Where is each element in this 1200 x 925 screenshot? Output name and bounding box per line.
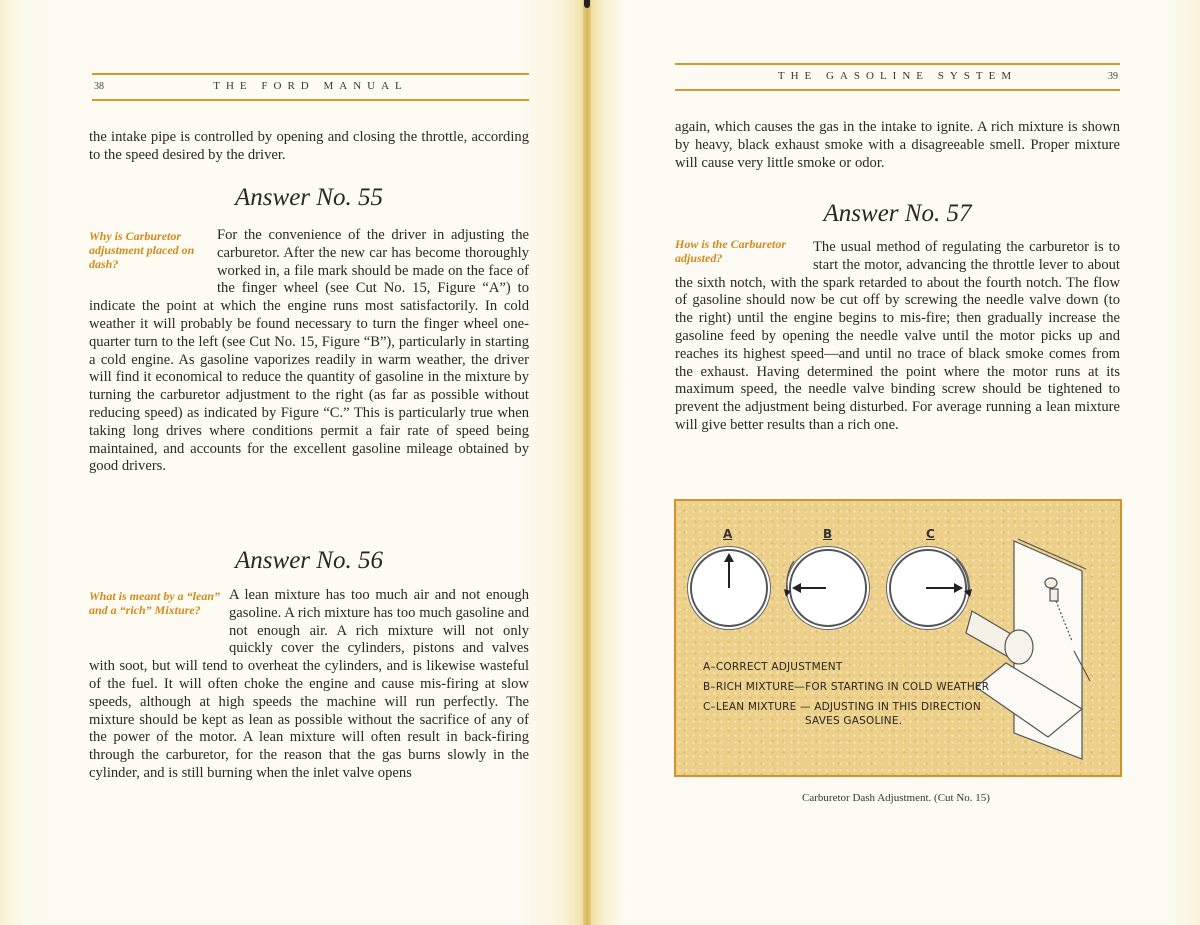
answer-paragraph: The usual method of regulating the carburetor is to start the motor, advancing the throttle lever to about the sixth notch, with the spark retarded to about the fourth notch. The flow of gasoline should now be cut off by screwing the needle valve down (to the right) until the engine begins to mis-fire; then gradually increase the gasoline feed by opening the needle valve until the motor picks up and reaches its highest speed—and until no trace of black smoke comes from the exhaust. Having determined the point where the motor runs at its maximum speed, the needle valve binding screw should be tightened to prevent the adjustment being disturbed. For average running a lean mixture will give better results than a rich one.	[675, 239, 1120, 433]
right-page	[586, 0, 1200, 925]
legend-item-b: B–RICH MIXTURE—FOR STARTING IN COLD WEATHER	[703, 681, 990, 693]
dial-label-b: B	[823, 527, 833, 541]
dial-label-a: A	[723, 527, 733, 541]
arrow-left-icon	[784, 561, 826, 597]
running-head: THE GASOLINE SYSTEM	[777, 70, 1018, 82]
left-page-header	[92, 73, 529, 101]
margin-question: Why is Carburetor adjustment placed on dash?	[89, 229, 195, 271]
legend-item-c-continued: SAVES GASOLINE.	[805, 715, 903, 727]
left-page	[0, 0, 586, 925]
page-number: 38	[94, 81, 104, 92]
answer-block	[89, 587, 529, 783]
book-gutter	[583, 0, 591, 925]
legend-item-a: A–CORRECT ADJUSTMENT	[703, 661, 843, 673]
answer-heading: Answer No. 55	[235, 184, 383, 211]
legend-item-c: C–LEAN MIXTURE — ADJUSTING IN THIS DIRECTION	[703, 701, 981, 713]
dial-label-c: C	[926, 527, 935, 541]
arrow-right-icon	[926, 559, 972, 597]
right-page-header	[675, 63, 1120, 91]
figure-caption: Carburetor Dash Adjustment. (Cut No. 15)	[802, 792, 990, 804]
answer-heading: Answer No. 57	[823, 200, 972, 227]
answer-paragraph: A lean mixture has too much air and not enough gasoline. A rich mixture has too much gasoline and not enough air. A rich mixture will not only quickly cover the cylinders, pistons and valves with soot, but will tend to overheat the cylinders, and is likewise wasteful of the fuel. It will often choke the engine and cause mis-firing at slow speeds, although at high speeds the machine will run perfectly. The mixture should be kept as lean as possible without the sacrifice of any of the power of the motor. A lean mixture will often result in back-firing through the carburetor, for the reason that the gas burns slowly in the cylinder, and is still burning when the inlet valve opens	[89, 587, 529, 781]
page-number: 39	[1108, 71, 1118, 82]
answer-paragraph: For the convenience of the driver in adjusting the carburetor. After the new car has become thoroughly worked in, a file mark should be made on the face of the finger wheel (see Cut No. 15, Figure “A”) to indicate the point at which the engine runs most satisfactorily. In cold weather it will probably be found necessary to turn the finger wheel one-quarter turn to the left (see Cut No. 15, Figure “B”), particularly in starting a cold engine. As gasoline vaporizes readily in warm weather, the driver will find it economical to reduce the quantity of gasoline in the mixture by turning the carburetor adjustment to the right (as far as possible without reducing speed) as indicated by Figure “C.” This is particularly true when taking long drives where conditions permit a fair rate of speed being maintained, and accounts for the excellent gasoline mileage obtained by good drivers.	[89, 227, 529, 475]
figure-legend	[703, 661, 989, 735]
answer-block	[89, 227, 529, 476]
margin-question: How is the Carburetor adjusted?	[675, 237, 787, 265]
continuation-paragraph: the intake pipe is controlled by opening and closing the throttle, according to the speed desired by the driver.	[89, 129, 529, 163]
answer-block	[675, 239, 1120, 435]
arrow-up-icon	[724, 553, 734, 588]
carburetor-dash-illustration	[674, 499, 1122, 777]
binding-mark	[584, 0, 590, 8]
running-head: THE FORD MANUAL	[213, 80, 408, 92]
margin-question: What is meant by a “lean” and a “rich” Mixture?	[89, 589, 221, 617]
continuation-paragraph: again, which causes the gas in the intake to ignite. A rich mixture is shown by heavy, black exhaust smoke with a disagreeable smell. Proper mixture will cause very little smoke or odor.	[675, 119, 1120, 171]
answer-heading: Answer No. 56	[235, 547, 383, 574]
